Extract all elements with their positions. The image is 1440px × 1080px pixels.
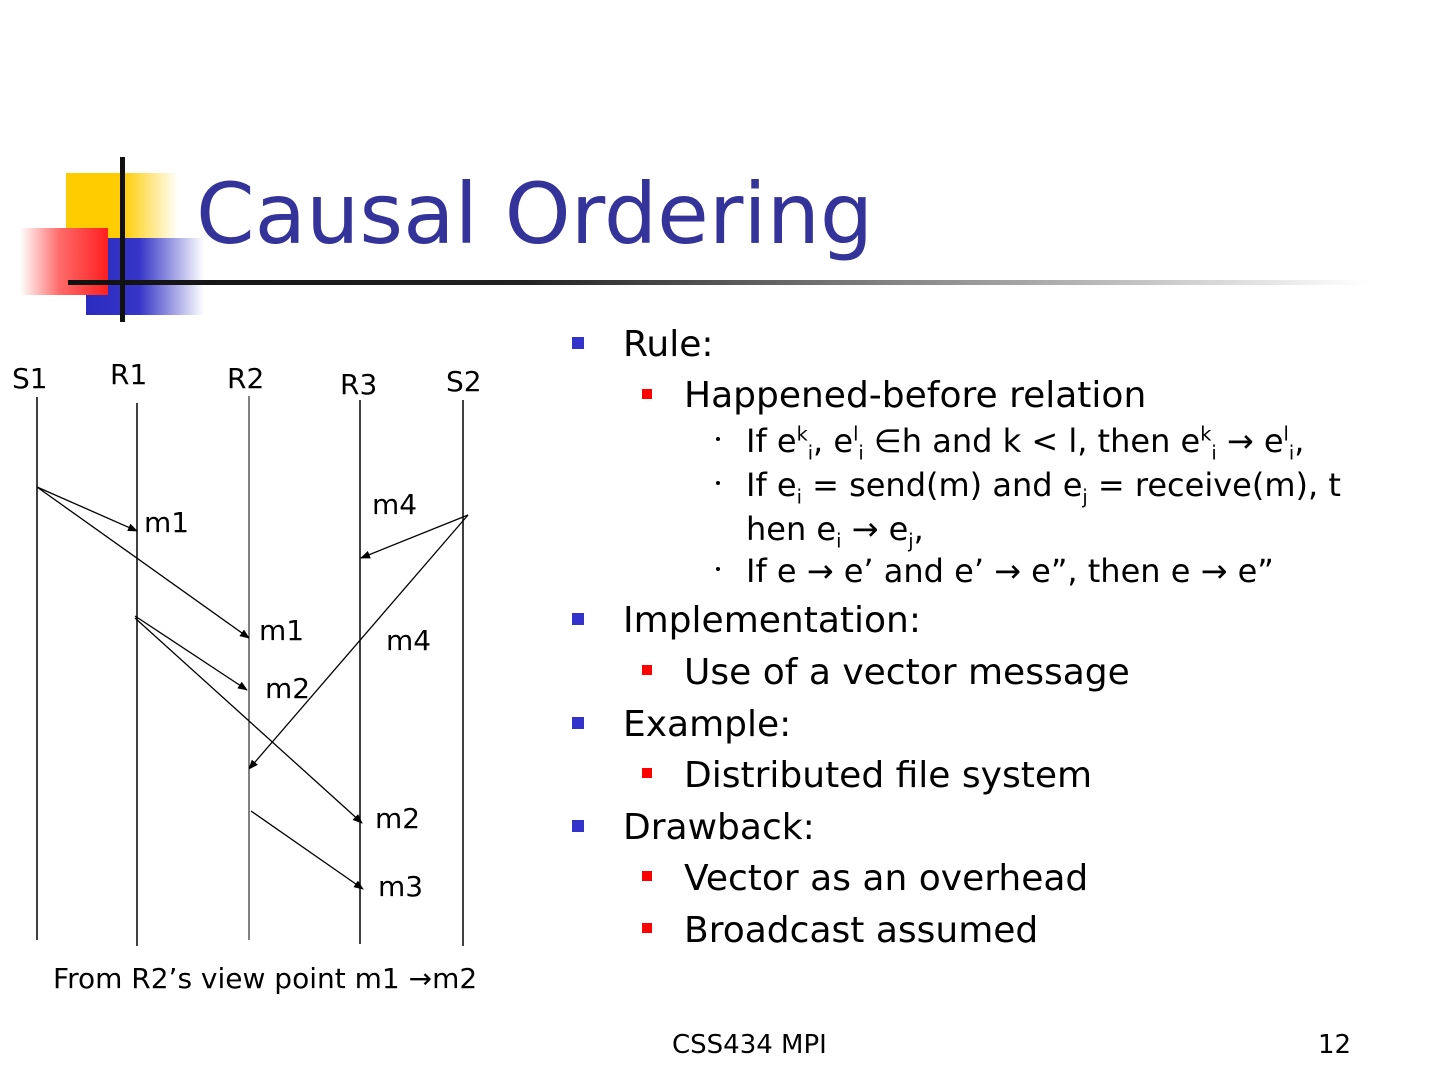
sub-sub-bullet-marker	[716, 567, 720, 571]
sub-bullet-marker	[642, 389, 652, 399]
process-label-s1: S1	[12, 362, 48, 395]
process-label-s2: S2	[446, 365, 482, 398]
bullet-drawback-2: Broadcast assumed	[684, 910, 1039, 951]
bullet-marker	[572, 820, 584, 832]
bullet-happened-before: Happened-before relation	[684, 375, 1147, 416]
bullet-drawback-1: Vector as an overhead	[684, 858, 1089, 899]
process-label-r3: R3	[340, 368, 378, 401]
sub-bullet-marker	[642, 768, 652, 778]
bullet-drawback: Drawback:	[623, 807, 815, 848]
footer-course: CSS434 MPI	[672, 1030, 827, 1060]
diagram-caption: From R2’s view point m1 →m2	[53, 962, 478, 995]
bullet-implementation: Implementation:	[623, 600, 921, 641]
bullet-rule: Rule:	[623, 324, 714, 365]
message-arrow-m4-to-r3	[361, 515, 468, 558]
message-arrow-m1-to-r1	[37, 487, 137, 531]
sub-sub-bullet-marker	[716, 481, 720, 485]
message-arrow-m3-to-r3	[251, 811, 363, 889]
rule-line-3: If e → e’ and e’ → e”, then e → e”	[746, 552, 1274, 590]
bullet-example-detail: Distributed file system	[684, 755, 1093, 796]
sub-bullet-marker	[642, 871, 652, 881]
message-label-m2-b: m2	[375, 802, 421, 835]
message-label-m4-b: m4	[386, 624, 432, 657]
rule-line-1: If $e^k_i$, $e^l_i$ ∈h and k < l, then $e^k_i \to e^l_i$,	[746, 422, 1305, 465]
message-label-m1-b: m1	[259, 614, 305, 647]
sub-sub-bullet-marker	[716, 437, 720, 441]
bullet-marker	[572, 717, 584, 729]
rule-line-2-continued: hen $e_i \to e_j$,	[746, 510, 924, 553]
bullet-marker	[572, 613, 584, 625]
sub-bullet-marker	[642, 923, 652, 933]
message-arrow-m1-to-r2	[37, 487, 249, 638]
message-label-m4-a: m4	[372, 488, 418, 521]
message-label-m1-a: m1	[144, 506, 190, 539]
space-time-diagram	[0, 0, 560, 1010]
message-label-m3: m3	[378, 870, 424, 903]
message-arrow-m2-to-r2	[135, 616, 247, 690]
process-label-r1: R1	[110, 358, 148, 391]
rule-line-2: If $e_i$ = send(m) and $e_j$ = receive(m), t	[746, 466, 1341, 509]
process-label-r2: R2	[227, 362, 265, 395]
bullet-impl-detail: Use of a vector message	[684, 652, 1130, 693]
bullet-marker	[572, 337, 584, 349]
slide-title: Causal Ordering	[196, 165, 874, 263]
sub-bullet-marker	[642, 665, 652, 675]
bullet-example: Example:	[623, 704, 792, 745]
page-number: 12	[1318, 1030, 1352, 1060]
message-label-m2-a: m2	[265, 672, 311, 705]
